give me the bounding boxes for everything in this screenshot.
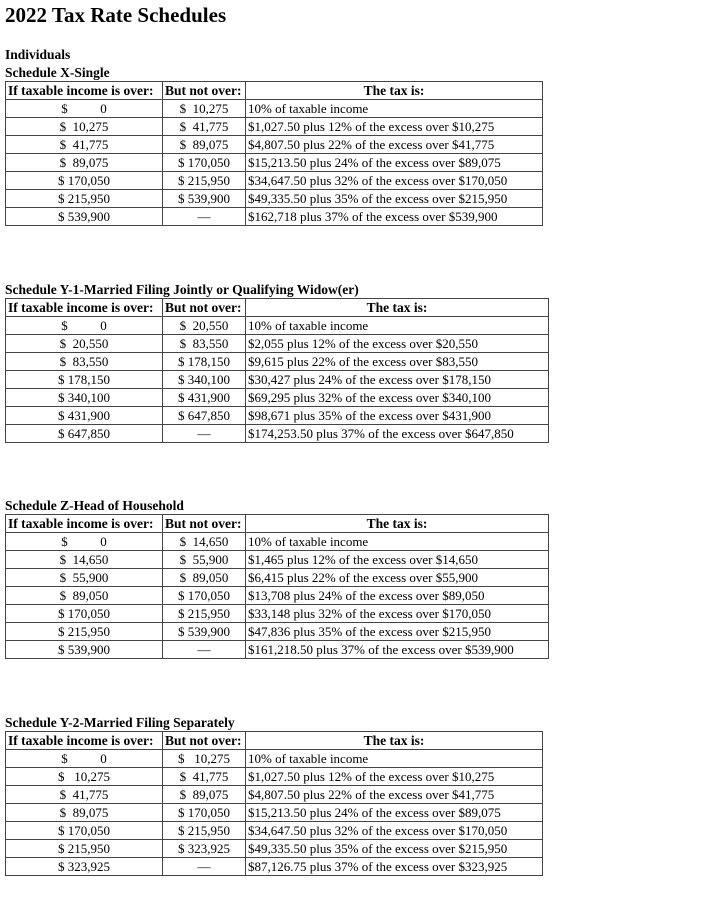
income-over-cell: $ 0 [6,100,163,118]
header-not-over: But not over: [163,515,246,533]
income-over-cell: $ 0 [6,317,163,335]
table-header-row [6,299,549,317]
tax-schedule-table [5,298,549,443]
tax-formula-cell: 10% of taxable income [246,317,549,335]
table-row [6,154,543,172]
income-over-cell: $ 0 [6,533,163,551]
income-not-over-cell: $ 539,900 [163,623,246,641]
schedule-block [5,497,549,659]
income-not-over-cell: $ 170,050 [163,804,246,822]
income-not-over-cell: $ 170,050 [163,587,246,605]
tax-formula-cell: 10% of taxable income [246,100,543,118]
income-not-over-cell: $ 340,100 [163,371,246,389]
income-not-over-cell: $ 41,775 [163,768,246,786]
income-over-cell: $ 215,950 [6,623,163,641]
tax-formula-cell: $13,708 plus 24% of the excess over $89,050 [246,587,549,605]
table-row [6,335,549,353]
tax-formula-cell: $9,615 plus 22% of the excess over $83,550 [246,353,549,371]
income-not-over-cell: $ 647,850 [163,407,246,425]
table-row [6,407,549,425]
income-over-cell: $ 431,900 [6,407,163,425]
header-not-over: But not over: [163,732,246,750]
income-not-over-cell: — [163,641,246,659]
tax-formula-cell: $4,807.50 plus 22% of the excess over $41,775 [246,136,543,154]
tax-schedule-table [5,81,543,226]
table-row [6,425,549,443]
tax-formula-cell: 10% of taxable income [246,750,543,768]
header-not-over: But not over: [163,299,246,317]
income-over-cell: $ 170,050 [6,822,163,840]
tax-formula-cell: $49,335.50 plus 35% of the excess over $215,950 [246,840,543,858]
tax-schedule-table [5,514,549,659]
header-tax: The tax is: [246,82,543,100]
tax-formula-cell: $174,253.50 plus 37% of the excess over $647,850 [246,425,549,443]
header-not-over: But not over: [163,82,246,100]
income-over-cell: $ 83,550 [6,353,163,371]
tax-formula-cell: $30,427 plus 24% of the excess over $178,150 [246,371,549,389]
tax-formula-cell: 10% of taxable income [246,533,549,551]
income-not-over-cell: $ 215,950 [163,605,246,623]
income-over-cell: $ 539,900 [6,208,163,226]
table-row [6,768,543,786]
table-row [6,353,549,371]
header-over: If taxable income is over: [6,299,163,317]
tax-formula-cell: $87,126.75 plus 37% of the excess over $323,925 [246,858,543,876]
table-row [6,750,543,768]
table-row [6,858,543,876]
income-over-cell: $ 41,775 [6,136,163,154]
header-over: If taxable income is over: [6,82,163,100]
income-not-over-cell: — [163,208,246,226]
table-header-row [6,82,543,100]
income-over-cell: $ 178,150 [6,371,163,389]
income-over-cell: $ 215,950 [6,840,163,858]
table-row [6,840,543,858]
income-over-cell: $ 170,050 [6,172,163,190]
table-row [6,371,549,389]
table-row [6,118,543,136]
table-row [6,641,549,659]
schedule-title: Schedule Y-1-Married Filing Jointly or Qualifying Widow(er) [5,282,359,297]
tax-formula-cell: $2,055 plus 12% of the excess over $20,550 [246,335,549,353]
table-row [6,569,549,587]
schedule-title: Schedule Z-Head of Household [5,498,184,513]
table-row [6,317,549,335]
income-over-cell: $ 89,050 [6,587,163,605]
income-not-over-cell: $ 89,075 [163,136,246,154]
table-row [6,786,543,804]
table-header-row [6,515,549,533]
income-not-over-cell: $ 431,900 [163,389,246,407]
table-row [6,605,549,623]
tax-formula-cell: $162,718 plus 37% of the excess over $539,900 [246,208,543,226]
tax-schedule-table [5,731,543,876]
income-not-over-cell: $ 170,050 [163,154,246,172]
income-over-cell: $ 55,900 [6,569,163,587]
header-tax: The tax is: [246,299,549,317]
tax-formula-cell: $34,647.50 plus 32% of the excess over $170,050 [246,822,543,840]
tax-formula-cell: $1,027.50 plus 12% of the excess over $10,275 [246,118,543,136]
income-not-over-cell: $ 83,550 [163,335,246,353]
tax-formula-cell: $49,335.50 plus 35% of the excess over $215,950 [246,190,543,208]
schedule-title: Schedule X-Single [5,65,110,80]
income-over-cell: $ 0 [6,750,163,768]
income-not-over-cell: $ 89,075 [163,786,246,804]
tax-formula-cell: $33,148 plus 32% of the excess over $170,050 [246,605,549,623]
table-row [6,389,549,407]
table-row [6,172,543,190]
income-not-over-cell: $ 55,900 [163,551,246,569]
income-over-cell: $ 170,050 [6,605,163,623]
schedule-block [5,281,549,443]
tax-formula-cell: $1,465 plus 12% of the excess over $14,650 [246,551,549,569]
income-not-over-cell: $ 215,950 [163,822,246,840]
header-tax: The tax is: [246,515,549,533]
schedule-block [5,714,543,876]
tax-formula-cell: $4,807.50 plus 22% of the excess over $41,775 [246,786,543,804]
table-row [6,190,543,208]
income-not-over-cell: $ 89,050 [163,569,246,587]
schedule-title: Schedule Y-2-Married Filing Separately [5,715,235,730]
income-not-over-cell: $ 10,275 [163,100,246,118]
tax-formula-cell: $98,671 plus 35% of the excess over $431,900 [246,407,549,425]
income-not-over-cell: $ 41,775 [163,118,246,136]
category-label: Individuals [5,47,71,62]
income-over-cell: $ 89,075 [6,804,163,822]
income-over-cell: $ 10,275 [6,768,163,786]
table-row [6,100,543,118]
header-over: If taxable income is over: [6,515,163,533]
income-not-over-cell: $ 178,150 [163,353,246,371]
tax-formula-cell: $69,295 plus 32% of the excess over $340,100 [246,389,549,407]
tax-formula-cell: $34,647.50 plus 32% of the excess over $170,050 [246,172,543,190]
page-title: 2022 Tax Rate Schedules [5,3,227,27]
income-not-over-cell: $ 215,950 [163,172,246,190]
table-row [6,136,543,154]
table-row [6,804,543,822]
table-row [6,623,549,641]
income-over-cell: $ 10,275 [6,118,163,136]
income-not-over-cell: — [163,858,246,876]
income-over-cell: $ 20,550 [6,335,163,353]
table-row [6,822,543,840]
table-row [6,208,543,226]
income-over-cell: $ 647,850 [6,425,163,443]
income-over-cell: $ 14,650 [6,551,163,569]
header-over: If taxable income is over: [6,732,163,750]
income-over-cell: $ 41,775 [6,786,163,804]
table-row [6,551,549,569]
income-not-over-cell: $ 10,275 [163,750,246,768]
income-over-cell: $ 89,075 [6,154,163,172]
tax-formula-cell: $6,415 plus 22% of the excess over $55,900 [246,569,549,587]
tax-formula-cell: $47,836 plus 35% of the excess over $215,950 [246,623,549,641]
tax-formula-cell: $15,213.50 plus 24% of the excess over $89,075 [246,154,543,172]
header-tax: The tax is: [246,732,543,750]
income-not-over-cell: $ 539,900 [163,190,246,208]
table-row [6,587,549,605]
schedule-block [5,64,543,226]
income-not-over-cell: — [163,425,246,443]
tax-formula-cell: $161,218.50 plus 37% of the excess over $539,900 [246,641,549,659]
income-not-over-cell: $ 20,550 [163,317,246,335]
income-over-cell: $ 340,100 [6,389,163,407]
income-over-cell: $ 215,950 [6,190,163,208]
table-header-row [6,732,543,750]
income-not-over-cell: $ 323,925 [163,840,246,858]
tax-formula-cell: $15,213.50 plus 24% of the excess over $89,075 [246,804,543,822]
income-over-cell: $ 323,925 [6,858,163,876]
tax-formula-cell: $1,027.50 plus 12% of the excess over $10,275 [246,768,543,786]
income-not-over-cell: $ 14,650 [163,533,246,551]
table-row [6,533,549,551]
income-over-cell: $ 539,900 [6,641,163,659]
